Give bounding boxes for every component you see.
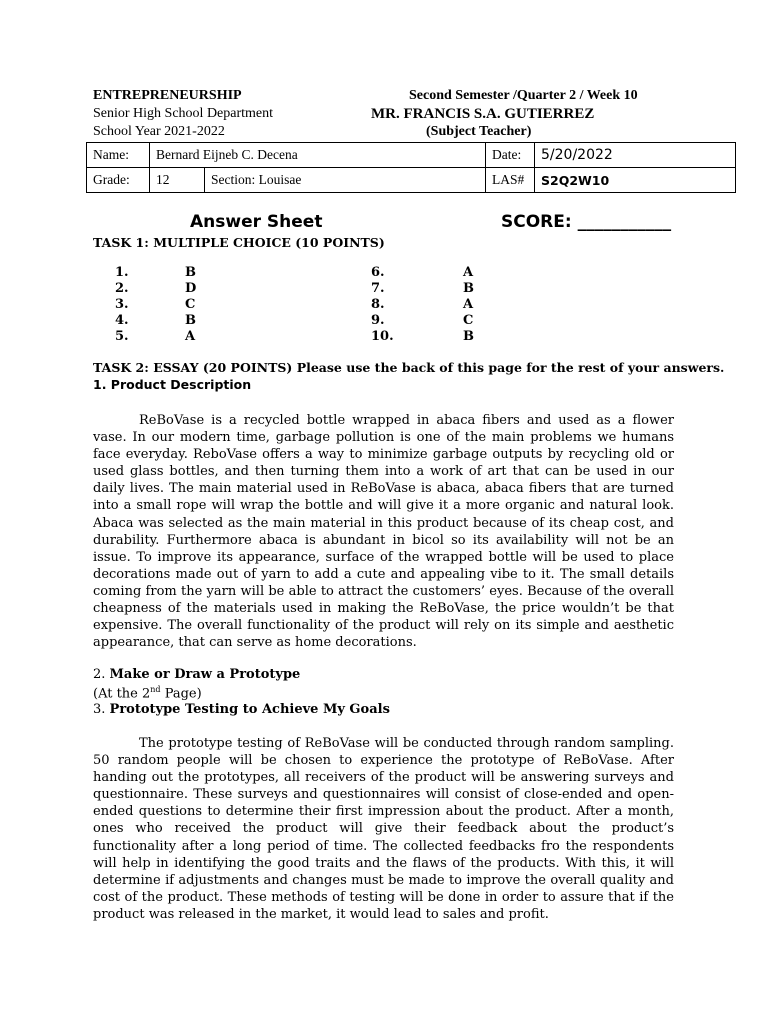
las-label: LAS# [486,168,535,193]
mc-number: 5. [115,329,129,344]
mc-number: 6. [371,265,385,280]
date-label: Date: [486,143,535,168]
section2-note-sup: nd [150,685,161,694]
section3-heading [93,702,390,717]
mc-answer: B [185,265,196,280]
section2-note [93,685,202,701]
mc-answer: D [185,281,197,296]
section3-number: 3. [93,702,106,717]
section2-number: 2. [93,667,106,682]
prototype-testing-paragraph [93,735,674,923]
name-label: Name: [87,143,150,168]
subject-title: ENTREPRENEURSHIP [93,88,242,103]
prototype-testing-text: The prototype testing of ReBoVase will be conducted through random sampling. 50 random people will be chosen to experience the prototype of ReBoVase. After handing out the prototypes, all receivers of the product will be answering surveys and questionnaire. These surveys and questionnaires will consist of close-ended and open-ended questions to determine their first impression about the product. After a month, ones who received the product will give their feedback about the product’s functionality after a long period of time. The collected feedbacks fro the respondents will help in identifying the good traits and the flaws of the products. With this, it will determine if adjustments and changes must be made to improve the overall quality and cost of the product. These methods of testing will be done in order to assure that if the product was released in the market, it would lead to sales and profit. [93,736,674,922]
mc-number: 2. [115,281,129,296]
name-value: Bernard Eijneb C. Decena [150,143,486,168]
mc-answer: A [463,297,474,312]
teacher-name: MR. FRANCIS S.A. GUTIERREZ [371,106,595,122]
las-value: S2Q2W10 [535,168,736,193]
mc-number: 3. [115,297,129,312]
school-year-label: School Year 2021-2022 [93,124,225,139]
section2-note-pre: (At the 2 [93,686,151,702]
product-description-paragraph [93,412,674,651]
student-info-table [86,142,736,193]
task1-title: TASK 1: MULTIPLE CHOICE (10 POINTS) [93,235,385,250]
section1-heading: 1. Product Description [93,377,252,392]
mc-answer: B [185,313,196,328]
mc-answer: A [185,329,196,344]
task2-title: TASK 2: ESSAY (20 POINTS) Please use the back of this page for the rest of your answers. [93,360,725,375]
mc-answer: A [463,265,474,280]
mc-number: 10. [371,329,394,344]
section2-note-post: Page) [160,686,202,702]
mc-number: 9. [371,313,385,328]
mc-number: 4. [115,313,129,328]
mc-answer: B [463,281,474,296]
section-label: Section: Louisae [205,168,486,193]
semester-label: Second Semester /Quarter 2 / Week 10 [409,88,638,103]
section2-title: Make or Draw a Prototype [109,667,301,682]
mc-number: 1. [115,265,129,280]
mc-number: 7. [371,281,385,296]
date-value: 5/20/2022 [535,143,736,168]
answer-sheet-title: Answer Sheet [190,212,323,232]
teacher-role: (Subject Teacher) [426,124,532,139]
grade-label: Grade: [87,168,150,193]
product-description-text: ReBoVase is a recycled bottle wrapped in abaca fibers and used as a flower vase. In our modern time, garbage pollution is one of the main problems we humans face everyday. ReboVase offers a way to minimize garbage outputs by recycling old or used glass bottles, and then turning them into a work of art that can be used in our daily lives. The main material used in ReBoVase is abaca, abaca fibers that are turned into a small rope will wrap the bottle and will give it a more organic and natural look. Abaca was selected as the main material in this product because of its cheap cost, and durability. Furthermore abaca is abundant in bicol so its availability will not be an issue. To improve its appearance, surface of the wrapped bottle will be used to place decorations made out of yarn to add a cute and appealing vibe to it. The small details coming from the yarn will be able to attract the customers’ eyes. Because of the overall cheapness of the materials used in making the ReBoVase, the price wouldn’t be that expensive. The overall functionality of the product will rely on its simple and aesthetic appearance, that can serve as home decorations. [93,413,674,651]
section2-heading [93,667,300,682]
mc-answer: B [463,329,474,344]
department-label: Senior High School Department [93,106,274,121]
section3-title: Prototype Testing to Achieve My Goals [109,702,390,717]
mc-number: 8. [371,297,385,312]
mc-answer: C [463,313,474,328]
score-label: SCORE: ___________ [501,212,672,232]
mc-answer: C [185,297,196,312]
grade-value: 12 [150,168,205,193]
